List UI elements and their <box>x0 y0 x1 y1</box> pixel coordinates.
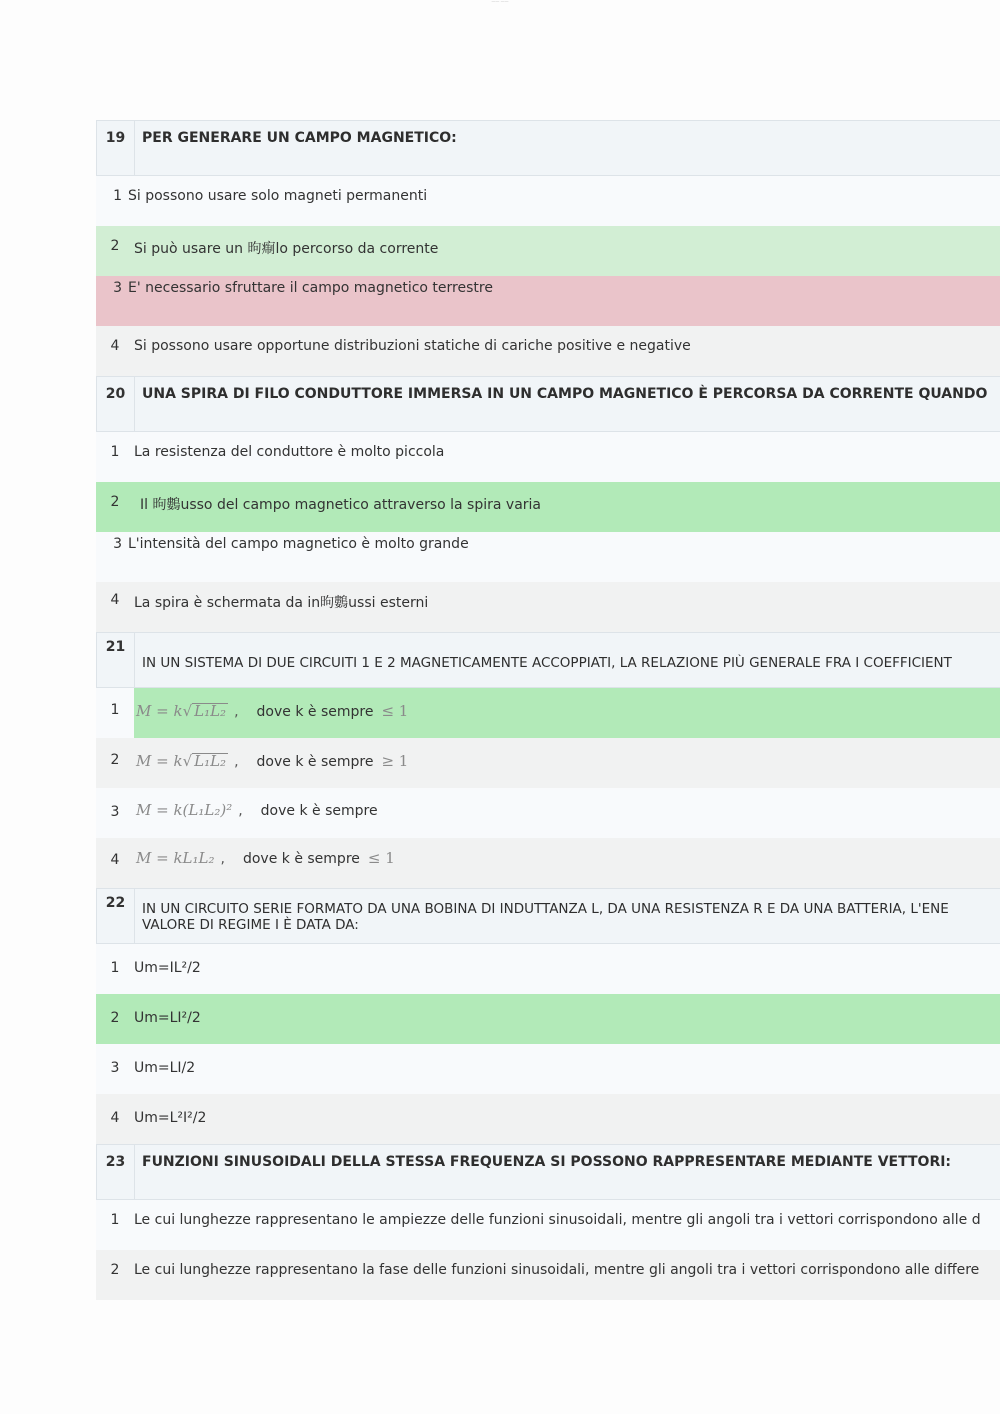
answer-number: 4 <box>110 852 120 868</box>
answer-number: 1 <box>113 188 122 204</box>
answer-number: 4 <box>110 1110 120 1126</box>
question-text: IN UN SISTEMA DI DUE CIRCUITI 1 E 2 MAGNETICAMENTE ACCOPPIATI, LA RELAZIONE PIÙ GENERALE FRA I COEFFICIENT <box>142 655 952 671</box>
answer-number: 3 <box>110 804 120 820</box>
answer-row[interactable] <box>96 432 1000 482</box>
answer-row[interactable] <box>96 738 1000 788</box>
answer-text: La resistenza del conduttore è molto piccola <box>134 444 445 460</box>
answer-text: Um=IL²/2 <box>134 960 201 976</box>
answer-number: 1 <box>110 702 120 718</box>
answer-number: 3 <box>110 1060 120 1076</box>
answer-text: dove k è sempre <box>242 851 360 867</box>
answer-row-correct[interactable] <box>96 482 1000 532</box>
answer-number: 1 <box>110 444 120 460</box>
question-header <box>96 376 1000 432</box>
answer-row[interactable] <box>96 1044 1000 1094</box>
answer-row[interactable] <box>96 944 1000 994</box>
answer-row[interactable] <box>96 326 1000 376</box>
answer-text: dove k è sempre <box>256 754 374 770</box>
question-text: UNA SPIRA DI FILO CONDUTTORE IMMERSA IN UN CAMPO MAGNETICO È PERCORSA DA CORRENTE QUANDO <box>142 386 988 402</box>
answer-number: 1 <box>110 1212 120 1228</box>
relation: ≤ 1 <box>367 849 395 867</box>
question-header <box>96 632 1000 688</box>
formula: M = k(L₁L₂)² <box>136 801 233 819</box>
formula: M = k√ L₁L₂ <box>136 702 227 720</box>
answer-number: 2 <box>110 752 120 768</box>
answer-number: 4 <box>110 338 120 354</box>
answer-number: 2 <box>110 494 120 510</box>
answer-text-cell: M = k√ L₁L₂ , dove k è sempre ≥ 1 <box>136 752 409 770</box>
question-number: 22 <box>97 889 135 943</box>
answer-number: 1 <box>110 960 120 976</box>
answer-text: dove k è sempre <box>256 704 374 720</box>
answer-text: dove k è sempre <box>260 803 378 819</box>
answer-number: 3 <box>113 280 122 296</box>
question-number: 20 <box>97 377 135 431</box>
answer-text: E' necessario sfruttare il campo magnetico terrestre <box>128 280 493 296</box>
answer-text: Le cui lunghezze rappresentano la fase delle funzioni sinusoidali, mentre gli angoli tra i vettori corrispondono alle differe <box>134 1262 980 1278</box>
formula: M = kL₁L₂ <box>136 849 215 867</box>
question-header <box>96 1144 1000 1200</box>
answer-row-correct[interactable] <box>96 994 1000 1044</box>
answer-text: Si può usare un 昫痸lo percorso da corrente <box>134 241 439 257</box>
answer-row[interactable] <box>96 582 1000 632</box>
question-text: IN UN CIRCUITO SERIE FORMATO DA UNA BOBINA DI INDUTTANZA L, DA UNA RESISTENZA R E DA UNA BATTERIA, L'ENE VALORE DI REGIME I È DATA DA: <box>142 901 949 933</box>
answer-text: Um=L²I²/2 <box>134 1110 207 1126</box>
answer-text: Um=LI²/2 <box>134 1010 201 1026</box>
quiz-sheet <box>96 120 1000 1300</box>
question-text: FUNZIONI SINUSOIDALI DELLA STESSA FREQUENZA SI POSSONO RAPPRESENTARE MEDIANTE VETTORI: <box>142 1154 952 1170</box>
answer-text-cell: M = k√ L₁L₂ , dove k è sempre ≤ 1 <box>134 688 1000 738</box>
answer-row[interactable] <box>96 838 1000 888</box>
question-header <box>96 888 1000 944</box>
answer-row[interactable] <box>96 1250 1000 1300</box>
answer-text-cell: M = kL₁L₂ , dove k è sempre ≤ 1 <box>136 849 395 867</box>
answer-number: 4 <box>110 592 120 608</box>
answer-row[interactable] <box>96 532 1000 582</box>
answer-row-correct[interactable] <box>96 688 1000 738</box>
question-number: 23 <box>97 1145 135 1199</box>
relation: ≤ 1 <box>381 702 409 720</box>
answer-row[interactable] <box>96 1094 1000 1144</box>
answer-text: L'intensità del campo magnetico è molto grande <box>128 536 469 552</box>
answer-text: Si possono usare solo magneti permanenti <box>128 188 428 204</box>
question-text: PER GENERARE UN CAMPO MAGNETICO: <box>142 130 457 146</box>
question-number: 19 <box>97 121 135 175</box>
answer-number: 2 <box>110 1262 120 1278</box>
answer-row[interactable] <box>96 788 1000 838</box>
answer-text: Le cui lunghezze rappresentano le ampiezze delle funzioni sinusoidali, mentre gli angoli tra i vettori corrispondono alle d <box>134 1212 981 1228</box>
answer-row-wrong[interactable] <box>96 276 1000 326</box>
page-header-mark: —— —— <box>491 0 509 4</box>
relation: ≥ 1 <box>381 752 409 770</box>
answer-text: Um=LI/2 <box>134 1060 196 1076</box>
answer-text: La spira è schermata da in昫鷜ussi esterni <box>134 595 429 611</box>
formula: M = k√ L₁L₂ <box>136 752 227 770</box>
answer-row-correct[interactable] <box>96 226 1000 276</box>
answer-number: 3 <box>113 536 122 552</box>
answer-number: 2 <box>110 238 120 254</box>
answer-row[interactable] <box>96 176 1000 226</box>
answer-number: 2 <box>110 1010 120 1026</box>
answer-text-cell: M = k(L₁L₂)² , dove k è sempre <box>136 801 378 819</box>
question-header <box>96 120 1000 176</box>
answer-text: Si possono usare opportune distribuzioni statiche di cariche positive e negative <box>134 338 691 354</box>
answer-row[interactable] <box>96 1200 1000 1250</box>
question-number: 21 <box>97 633 135 687</box>
answer-text: Il 昫鷜usso del campo magnetico attraverso la spira varia <box>140 497 542 513</box>
